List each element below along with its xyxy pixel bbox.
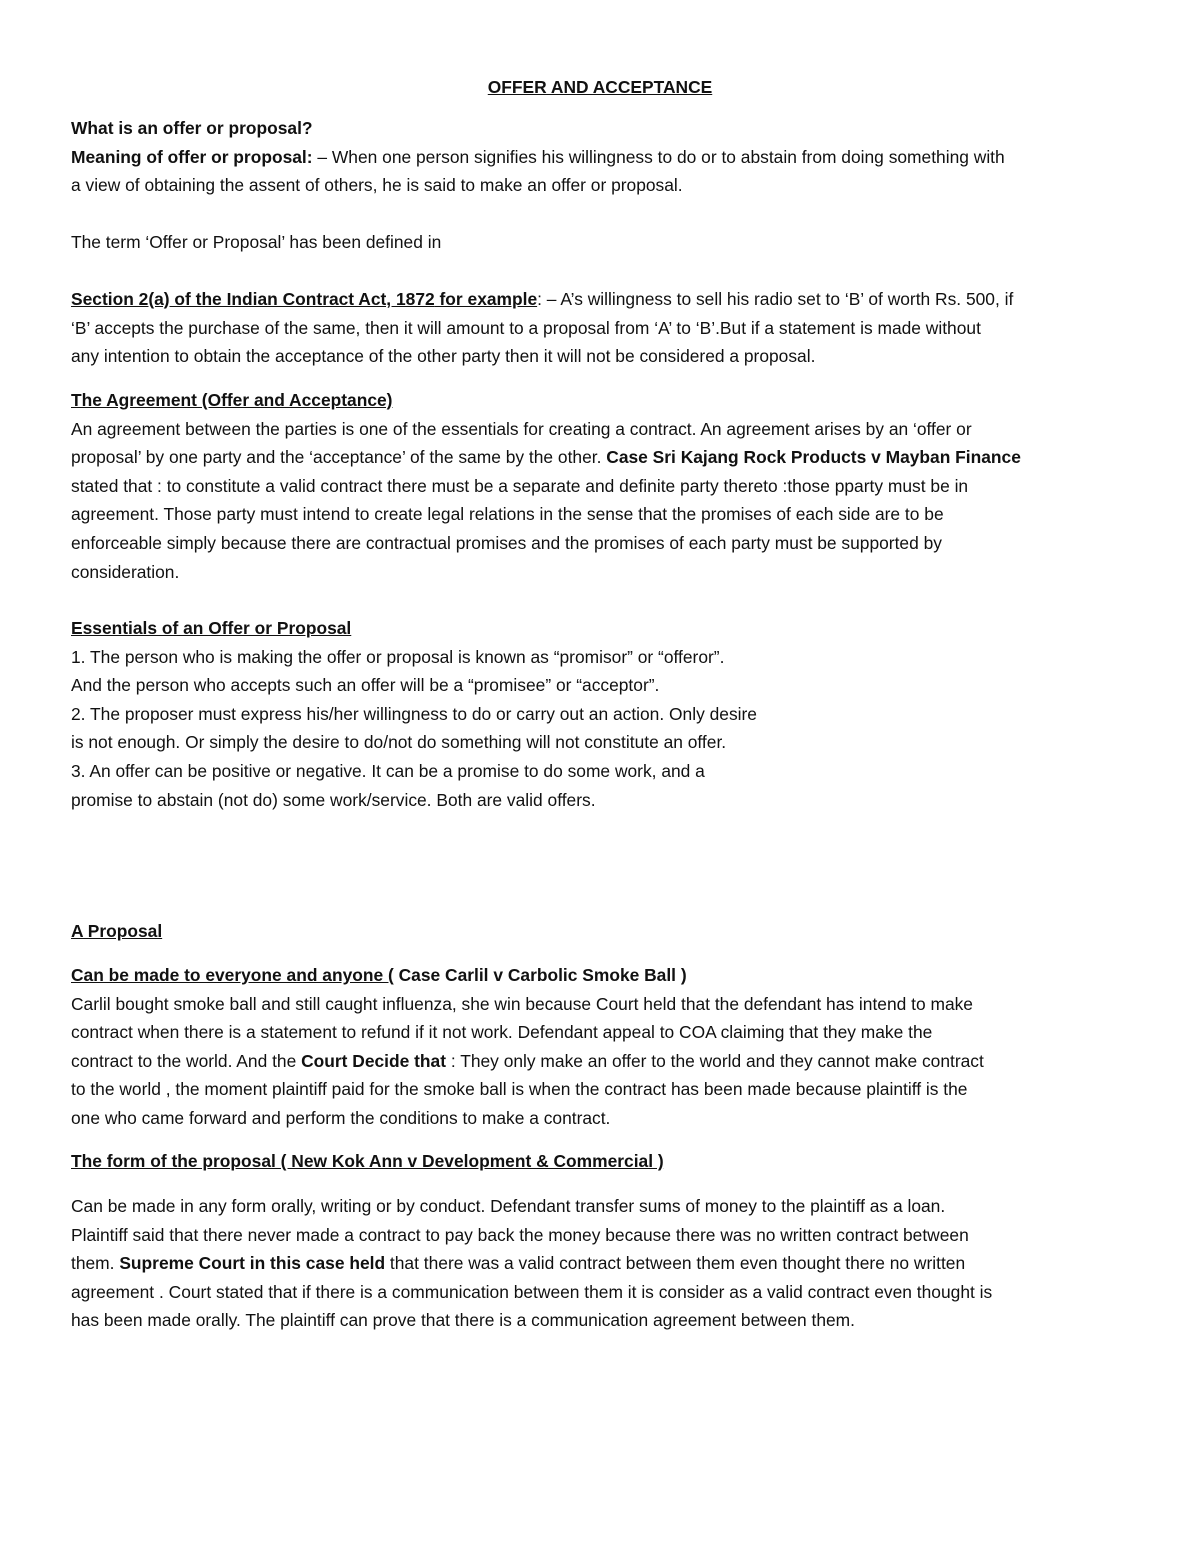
essentials-line-2: And the person who accepts such an offer will be a “promisee” or “acceptor”. [71,675,660,696]
section-line-1 [71,285,1136,314]
agreement-line-5: enforceable simply because there are contractual promises and the promises of each party must be supported by [71,532,942,553]
form-line-1: Can be made in any form orally, writing or by conduct. Defendant transfer sums of money to the plaintiff as a loan. [71,1196,946,1216]
essentials-section [71,614,1136,814]
agreement-heading: The Agreement (Offer and Acceptance) [71,390,393,410]
proposal-line-3 [71,1047,1136,1076]
form-text-3a: them. [71,1253,120,1274]
proposal-subheading [71,961,1136,990]
section-text-1: – A’s willingness to sell his radio set to ‘B’ of worth Rs. 500, if [541,289,1014,309]
essentials-line-5: 3. An offer can be positive or negative. It can be a promise to do some work, and a [71,760,705,781]
intro-meaning-line-2: a view of obtaining the assent of others, he is said to make an offer or proposal. [71,175,683,196]
meaning-label: Meaning of offer or proposal: [71,146,313,167]
section-2a-paragraph [71,285,1136,371]
essentials-line-4: is not enough. Or simply the desire to do/not do something will not constitute an offer. [71,732,727,753]
form-heading-block [71,1147,1136,1176]
agreement-line-6: consideration. [71,561,180,582]
section-line-2: ‘B’ accepts the purchase of the same, then it will amount to a proposal from ‘A’ to ‘B’.But if a statement is made without [71,317,981,338]
agreement-section [71,386,1136,586]
essentials-line-1: 1. The person who is making the offer or proposal is known as “promisor” or “offeror”. [71,646,725,667]
case-sri-kajang: Case Sri Kajang Rock Products v Mayban Finance [606,447,1021,468]
proposal-text-3c: : They only make an offer to the world and they cannot make contract [446,1050,984,1071]
form-line-5: has been made orally. The plaintiff can prove that there is a communication agreement between them. [71,1310,855,1331]
proposal-heading: A Proposal [71,921,163,941]
essentials-line-3: 2. The proposer must express his/her willingness to do or carry out an action. Only desire [71,703,757,724]
proposal-line-2: contract when there is a statement to refund if it not work. Defendant appeal to COA claiming that they make the [71,1022,933,1043]
agreement-line-1: An agreement between the parties is one of the essentials for creating a contract. An agreement arises by an ‘offer or [71,418,972,439]
form-text-3c: that there was a valid contract between them even thought there no written [385,1253,966,1274]
agreement-line-2 [71,443,1136,472]
proposal-subheading-a: Can be made to everyone and anyone ( [71,965,394,985]
document-title: OFFER AND ACCEPTANCE [487,77,713,97]
section-reference: Section 2(a) of the Indian Contract Act, 1872 [71,289,435,309]
term-line: The term ‘Offer or Proposal’ has been defined in [71,232,442,252]
intro-meaning-line-1 [71,143,1136,172]
agreement-line-4: agreement. Those party must intend to create legal relations in the sense that the promises of each side are to be [71,504,944,525]
agreement-text-2: proposal’ by one party and the ‘acceptance’ of the same by the other. [71,447,607,468]
form-line-3 [71,1249,1136,1278]
form-line-2: Plaintiff said that there never made a contract to pay back the money because there was no written contract between [71,1224,969,1245]
meaning-text-1: – When one person signifies his willingness to do or to abstain from doing something with [312,146,1005,167]
case-carlil: Case Carlil v Carbolic Smoke Ball ) [393,965,687,985]
form-line-4: agreement . Court stated that if there is a communication between them it is consider as a valid contract even thought is [71,1281,993,1302]
form-section [71,1192,1136,1335]
intro-question: What is an offer or proposal? [71,118,313,138]
proposal-line-4: to the world , the moment plaintiff paid for the smoke ball is when the contract has been made because plaintiff is the [71,1079,968,1100]
proposal-heading-block [71,917,1136,946]
term-definition [71,228,1136,257]
section-line-3: any intention to obtain the acceptance of the other party then it will not be considered a proposal. [71,346,816,367]
section-colon: : [537,289,542,309]
section-for-example: for example [434,289,538,309]
court-decide-that: Court Decide that [301,1050,447,1071]
form-heading: The form of the proposal ( New Kok Ann v Development & Commercial ) [71,1151,664,1171]
proposal-section [71,961,1136,1133]
essentials-line-6: promise to abstain (not do) some work/service. Both are valid offers. [71,789,596,810]
proposal-text-3a: contract to the world. And the [71,1050,302,1071]
supreme-court-held: Supreme Court in this case held [119,1253,386,1274]
proposal-line-5: one who came forward and perform the conditions to make a contract. [71,1107,611,1128]
intro-section [71,114,1136,200]
essentials-heading: Essentials of an Offer or Proposal [71,618,352,638]
proposal-line-1: Carlil bought smoke ball and still caught influenza, she win because Court held that the defendant has intend to make [71,993,973,1014]
agreement-line-3: stated that : to constitute a valid contract there must be a separate and definite party thereto :those pparty must be in [71,475,969,496]
